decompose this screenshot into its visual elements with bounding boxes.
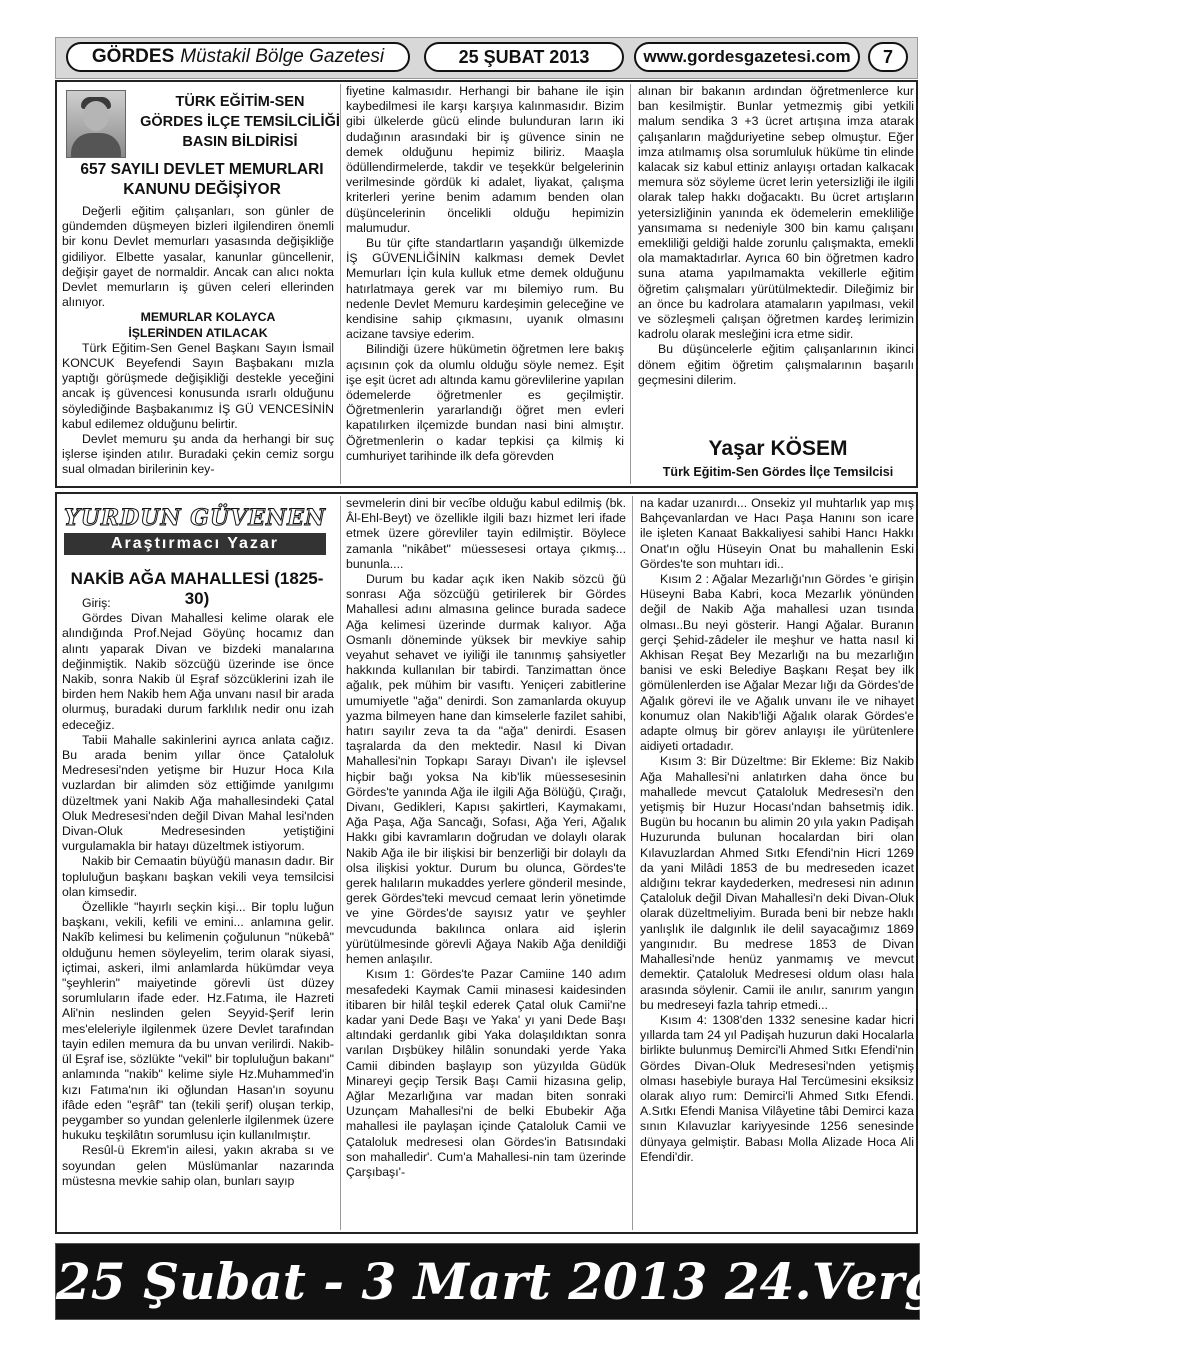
paragraph: alınan bir bakanın ardından öğretmenlerce kur ban kesilmiştir. Bunlar yetmezmiş gibi yetkili malum sendika 3 +3 ücret artışına imza atarak çalışanların mağduriyetine sebep olmuştur. Eğer imza atılmamış olsa sorumluluk hüküme tin elinde kalacak siz kabul ettiniz anlayışı ortadan kalkacak memura söz söyleme ücret lerin yetersizliği ile ilgili olarak talep hakkı doğacaktı. Bu ücret artışların yetersizliğinin yanında ek ödemelerin emekliliğe yansımama sı nedeniyle 300 bin kamu çalışanı emekliliği geldiği halde zorunlu çalışmakta, emekli ola mamaktadırlar. Ayrıca 60 bin öğretmen kadro suna atama yapılmamakta vekillerle eğitim öğretim çalışmaları yürütülmektedir. Dileğimiz bir an önce bu kadrolara atamaların yapılması, vekil ve sözleşmeli çalışan öğretmen kardeş lerimizin kadrolu olarak mesleğini icra etme sidir. [638,84,914,342]
paper-tagline: Müstakil Bölge Gazetesi [180,46,385,67]
org-line: TÜRK EĞİTİM-SEN [175,94,305,110]
paragraph: na kadar uzanırdı... Onsekiz yıl muhtarlık yap mış Bahçevanlardan ve Hacı Paşa Hanını son icare ile işleten Kanaat Bakkaliyesi sahibi Hancı Hakkı Onat'ın oğlu Hüseyin Onat bu mahallenin Eski Gördes'te son muhtarı idi.. [640,496,914,571]
paragraph: Gördes Divan Mahallesi kelime olarak ele alındığında Prof.Nejad Göyünç hocamız dan alıntı yaparak Divan ve bizdeki manalarına değinmiştik. Nakib sözcüğü üzerinde ise önce Nakib, sonra Nakib ül Eşraf sözcüklerini izah ile birden hem Nakib hem Ağa unvanı nasıl bir arada olurmuş, buradaki durum farklılık nedir onu izah edeceğiz. [62,611,334,732]
page-number: 7 [868,42,908,72]
headline-line: KANUNU DEĞİŞİYOR [123,181,281,198]
article-headline [62,160,342,200]
article1-column-2 [346,84,624,484]
signature [640,437,916,479]
paragraph: Kısım 3: Bir Düzeltme: Bir Ekleme: Biz Nakib Ağa Mahallesi'ni anlatırken daha önce bu mahallede mevcut Çataloluk Medresesi'n den yetişmiş bir Huzur Hocası'ndan bahsetmiş idik. Bugün bu hocanın bu alimin 20 yıla yakın Padişah Huzurunda bulunan hocalardan biri olan Kılavuzlardan Ahmed Sıtkı Efendi'nin Hicri 1269 da yani Milâdi 1853 de bu medreseden icazet aldığını tekrar kaydederken, medresesi nin adının Çataloluk değil Divan Mahallesi'n deki Divan-Oluk olarak düzeltmeliyim. Burada beni bir nebze haklı yanlışlık ile dalgınlık ile delil sayacağımız 1869 yangınıdır. Bu medrese 1853 de Divan Mahallesi'nde henüz yanmamış ve mevcut demektir. Çataloluk Medresesi oldum olası hala arasında söylenir. Camii ile anılır, sanırım yangın bu medreseyi fazla tahrip etmedi... [640,754,914,1012]
paragraph: Kısım 1: Gördes'te Pazar Camiine 140 adım mesafedeki Kaymak Camii minasesi kaidesinden itibaren bir hilâl teşkil ederek Çatal oluk Camii'ne kadar yani Dede Başı ve Yaka' yı yani Dede Başı altındaki gerdanlık gibi Yaka dolaşıldıktan sonra varılan Dışbükey hilâlin sonundaki yerde Yaka Camii dibinden başlayıp son yüzyılda Güdük Minareyi geçip Tersik Başı Camii hizasına gelip, Ağlar Mezarlığına var madan biten sonraki Uzunçam Mahallesi'ni de belki Ebubekir Ağa mahallesi ile paylaşan içinde Çataloluk Camii ve Çataloluk medresesi olan Gördes'in Batısındaki son mahalledir'. Cum'a Mahallesi-nin tam üzerinde Çarşıbaşı'- [346,967,626,1179]
paragraph: Özellikle "hayırlı seçkin kişi... Bir toplu luğun başkanı, vekili, kefili ve emini... anlamına gelir. Nakîb kelimesi bu kelimenin çoğulunun "nükebâ" olduğunu hemen söyleyelim, terim olarak siyasi, içtimai, askeri, ilmi anlamlarda hükümdar veya "şeyhlerin" maiyetinde görevli üst düzey sorumluların ifade eder. Hz.Fatıma, ile Hazreti Ali'nin neslinden gelen Seyyid-Şerif lerin mes'eleleriyle ilgilenmek üzere Devlet tarafından tayin edilen memura da bu unvan verilirdi. Nakib-ül Eşraf ise, sözlükte "vekil" bir topluluğun bakanı" anlamında "nakib" kelime siyle Hz.Muhammed'in kızı Fatıma'nın iki oğlundan Hasan'ın soyunu ifâde eden "eşrâf" tan (tekili şerif) oluşan terkip, peygamber so yundan gelenlerle ilgilenmek üzere hukuku teşkilâtın sorumlusu için kullanılmıştır. [62,900,334,1143]
paragraph: Bu düşüncelerle eğitim çalışanlarının ikinci dönem eğitim öğretim çalışmalarının başarılı geçmesini dilerim. [638,342,914,387]
paragraph: Devlet memuru şu anda da herhangi bir suç işlerse işinden atılır. Buradaki çekin cemiz sorgu sual olmadan birilerinin key- [62,432,334,477]
org-line: GÖRDES İLÇE TEMSİLCİLİĞİ [140,114,340,130]
column-divider [632,496,633,1230]
article1-column-3 [638,84,914,434]
paragraph: Nakib bir Cemaatin büyüğü manasın dadır. Bir topluluğun başkanı başkan vekili veya temsilcisi olan kimsedir. [62,854,334,899]
paragraph: Giriş: [82,596,111,610]
paragraph: Bu tür çifte standartların yaşandığı ülkemizde İŞ GÜVENLİĞİNİN kalkması demek Devlet Memurları İçin kula kulluk etme demek olduğunu hatırlatmaya gerek var mı bilemiyo rum. Bu nedenle Devlet Memuru kardeşimin geleceğine ve kendisine sahip çıkmasını, uyanık olmasını acizane tavsiye ederim. [346,236,624,342]
paragraph: Kısım 2 : Ağalar Mezarlığı'nın Gördes 'e girişin Hüseyni Baba Kabri, koca Mezarlık yönünden değil de Nakib Ağa mahallesi uzan tısında olması..Bu neyi gösterir. Hangi Ağalar. Buranın gerçi Şehid-zâdeler ile meşhur ve hatta nasıl ki Akhisan Reşat Bey Mezarlığı na bu mezarlığın banisi ve eski Belediye Başkanı Reşat bey ilk gömülenlerden ise Ağalar Mezar lığı da Gördes'de Ağalık görevi ile ve Ağalık unvanı ile ve nihayet konumuz olan Nakib'liği Ağalık olarak Gördes'e adapte olmuş bir görev anlayışı ile yürütenlere aidiyeti ortadadır. [640,572,914,754]
article2-column-1 [62,596,334,1230]
paragraph: Tabii Mahalle sakinlerini ayrıca anlata cağız. Bu arada benim yıllar önce Çataloluk Medresesi'nden yetişme bir Huzur Hoca Kıla vuzlardan bir alimden söz ettiğimde yanılgımı düzeltmek yani Nakib Ağa mahallesindeki Çatal Oluk Medresesi'nden değil Divan Mahal lesi'nden Divan-Oluk Medresesinden yetiştiğini vurgulamakla bir hatayı düzeltmek istiyorum. [62,732,334,854]
article2-column-3 [640,496,914,1230]
paragraph: Kısım 4: 1308'den 1332 senesine kadar hicri yıllarda tam 24 yıl Padişah huzurun daki Hocalarla birlikte bulunmuş Demirci'li Ahmed Sıtkı Efendi'nin Gördes Divan-Oluk Medresesi'nden yetişmiş olması hasebiyle buraya Hal Tercümesini eksiksiz olarak alıyo rum: Demirci'li Ahmed Sıtkı Efendi. A.Sıtkı Efendi Manisa Vilâyetine tâbi Demirci kaza sının Kılavuzlar kariyyesinde 1256 senesinde dünyaya gelmiştir. Babası Molla Alizade Hoca Ali Efendi'dir. [640,1012,914,1164]
issue-date: 25 ŞUBAT 2013 [424,42,624,72]
column-divider [340,496,341,1230]
org-line: BASIN BİLDİRİSİ [182,134,298,150]
signature-name: Yaşar KÖSEM [708,437,848,460]
paragraph: Bilindiği üzere hükümetin öğretmen lere bakış açısının çok da olumlu olduğu söyle nemez. Eşit işe eşit ücret adı altında kamu görevlilerine yapılan ödemelerde öğretmenler es geçilmiştir. Öğretmenlerin yararlandığı öğret men evleri kapatılırken ilçemizde bundan nasi bini almıştır. Öğretmenlerin o kadar tepkisi ça kilmiş ki cumhuriyet tarihinde ilk defa görevden [346,342,624,463]
article2-column-2 [346,496,626,1230]
subheading: MEMURLAR KOLAYCA İŞLERİNDEN ATILACAK [128,310,276,340]
headline-line: 657 SAYILI DEVLET MEMURLARI [80,161,324,178]
author-photo [66,90,126,158]
paragraph: Durum bu kadar açık iken Nakib sözcü ğü sonrası Ağa sözcüğü getirilerek bir Gördes Mahallesi adını almasına gelince burada sadece Ağa kelimesi üzerinde durmak kalıyor. Ağa Osmanlı döneminde yüksek bir mevkiye sahip veyahut sehavet ve iyiliği ile tanınmış şahsiyetler hakkında kullanılan bir tabirdi. Tanzimattan önce ağalık, pek mühim bir vasıftı. Yeniçeri zabitlerine umumiyetle "ağa" denirdi. Son zamanlarda okuyup yazma bilmeyen hane dan kimselerle fazilet sahibi, hatırı sayılır zeva ta da "ağa" denirdi. Esasen taşralarda da den mektedir. Nasıl ki Divan Mahallesi'nin Topkapı Sarayı Divan'ı ile işlevsel hiçbir bağı yoksa Na kib'lik müessesesinin Gördes'te yanında Ağa ile ilgili Ağa Bölüğü, Çırağı, Divanı, Gedikleri, Kapısı şakirtleri, Kaymakamı, Ağa Paşa, Ağa Sancağı, Sofası, Ağa Yeri, Ağalık Hakkı gibi kavramların doğrudan ve dolaylı olarak Nakib Ağa ile bir ilişkisi bir benzerliği bir dolaylı da olsa ilişkisi yoktur. Durum bu olunca, Gördes'te gerek halıların mukaddes yerlere gönderil mesinde, gerek Gördes'teki mevcud cemaat lerin yönetimde ve yine Gördes'de sayısız yatır ve şeyhler mevcudunda bakılınca onlara aid işlerin yürütülmesinde görevli Ağaya Nakib Ağa denildiği hemen anlaşılır. [346,572,626,967]
article-headline: NAKİB AĞA MAHALLESİ (1825-30) [70,569,324,608]
paragraph: Resûl-ü Ekrem'in ailesi, yakın akraba sı ve soyundan gelen Müslümanlar nazarında müstesna mevkie sahip olan, bunları sayıp [62,1143,334,1188]
paper-title [66,42,410,72]
tax-week-banner: 25 Şubat - 3 Mart 2013 24.Vergi Haftası [55,1243,920,1320]
paragraph: Türk Eğitim-Sen Genel Başkanı Sayın İsmail KONCUK Beyefendi Sayın Başbakanı mızla yaptığı görüşmede değişikliği destekle yeceğini ancak iş güvencesi konusunda ısrarlı olduğunu söylediğinde Başbakanımız İŞ GÜ VENCESİNİN kabul edilemez olduğunu belirtir. [62,340,334,431]
column-divider [630,84,631,484]
website-link[interactable]: www.gordesgazetesi.com [634,42,860,72]
column-title: YURDUN GÜVENEN [64,505,327,531]
org-block [130,92,350,152]
paragraph: fiyetine kalmasıdır. Herhangi bir bahane ile işin kaybedilmesi ile karşı karşıya kalınmasıdır. Bizim gibi ülkelerde gücü elinde bulunduran ların iki dudağının arasındaki bir iş güvence sinin ne demek olduğunu hepimiz biliriz. Maaşla ödüllendirmelerde, takdir ve teşekkür belgelerinin verilmesinde gördük ki adalet, liyakat, çalışma kriterleri yerine benim adamım benden olan düşüncelerinin öncelikli olduğu hepimizin malumudur. [346,84,624,235]
paragraph: sevmelerin dini bir vecîbe olduğu kabul edilmiş (bk. Âl-Ehl-Beyt) ve özellikle ilgili bazı hizmet leri ifade etmek üzere görevliler tayin edilmiştir. Böylece zamanla "nikâbet" müessesesi ortaya çıkmış... bununla.... [346,496,626,571]
article1-column-1 [62,204,334,484]
column-subtitle: Araştırmacı Yazar [64,533,326,555]
signature-role: Türk Eğitim-Sen Gördes İlçe Temsilcisi [662,465,894,479]
paragraph: Değerli eğitim çalışanları, son günler de gündemden düşmeyen bizleri ilgilendiren önemli bir konu Devlet memurları yasasında değişikliğe gidiliyor. Elbette yasalar, kanunlar güncellenir, değişir gayet de normaldir. Ancak can alıcı nokta Devlet memurların iş güven celeri ellerinden alınıyor. [62,204,334,310]
paper-name: GÖRDES [91,46,175,67]
